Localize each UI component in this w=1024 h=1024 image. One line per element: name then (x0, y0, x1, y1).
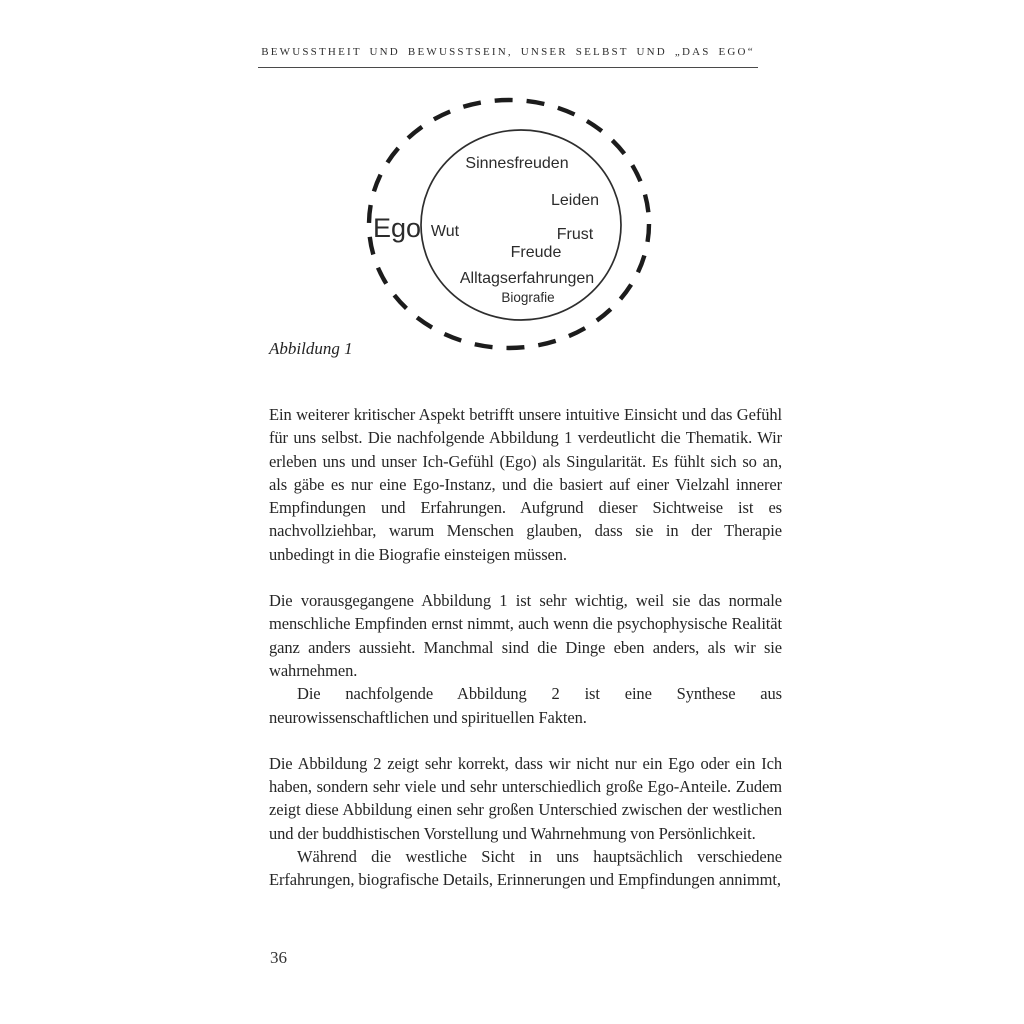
diagram-label-freude: Freude (510, 244, 562, 261)
diagram-label-biografie: Biografie (501, 290, 555, 305)
body-paragraph: Die vorausgegangene Abbildung 1 ist sehr wichtig, weil sie das normale menschliche Empfinden ernst nimmt, auch wenn die psychophysische Realität ganz anders aussieht. Manchmal sind die Dinge eben anders, als wir sie wahrnehmen. (269, 591, 782, 680)
body-text-block (269, 403, 782, 892)
body-paragraph: Ein weiterer kritischer Aspekt betrifft unsere intuitive Einsicht und das Gefühl für uns selbst. Die nachfolgende Abbildung 1 verdeutlicht die Thematik. Wir erleben uns und unser Ich-Gefühl (Ego) als Singularität. Es fühlt sich so an, als gäbe es nur eine Ego-Instanz, und die basiert auf einer Vielzahl innerer Empfindungen und Erfahrungen. Aufgrund dieser Sichtweise ist es nachvollziehbar, warum Menschen glauben, dass sie in der Therapie unbedingt in die Biografie einsteigen müssen. (269, 405, 782, 564)
ego-diagram (300, 86, 720, 366)
figure-caption: Abbildung 1 (269, 339, 353, 358)
diagram-label-wut: Wut (430, 223, 460, 240)
diagram-label-ego: Ego (373, 213, 422, 243)
body-paragraph: Während die westliche Sicht in uns hauptsächlich verschiedene Erfahrungen, biografische Details, Erinnerungen und Empfindungen annimmt, (269, 847, 782, 890)
body-paragraph: Die Abbildung 2 zeigt sehr korrekt, dass wir nicht nur ein Ego oder ein Ich haben, sondern sehr viele und sehr unterschiedlich große Ego-Anteile. Zudem zeigt diese Abbildung einen sehr großen Unterschied zwischen der westlichen und der buddhistischen Vorstellung und Wahrnehmung von Persönlichkeit. (269, 753, 782, 843)
page-number: 36 (270, 948, 287, 967)
body-paragraph: Die nachfolgende Abbildung 2 ist eine Synthese aus neurowissenschaftlichen und spirituellen Fakten. (269, 684, 782, 727)
diagram-label-sinnesfreuden: Sinnesfreuden (465, 155, 569, 172)
diagram-label-alltagserfahrungen: Alltagserfahrungen (459, 270, 595, 287)
diagram-label-leiden: Leiden (550, 192, 600, 209)
header-rule (258, 67, 758, 68)
running-header-title: BEWUSSTHEIT UND BEWUSSTSEIN, UNSER SELBST UND „DAS EGO“ (261, 46, 755, 58)
diagram-label-frust: Frust (556, 226, 594, 243)
